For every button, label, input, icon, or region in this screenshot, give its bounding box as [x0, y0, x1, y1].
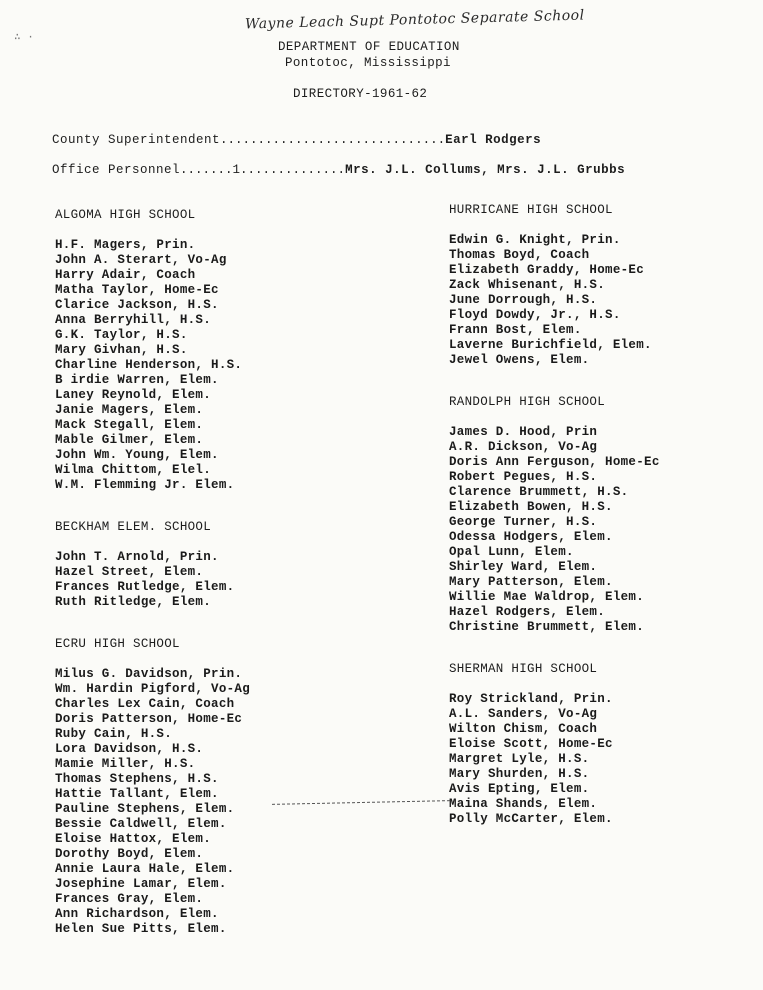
- staff-member: Ruth Ritledge, Elem.: [55, 595, 212, 609]
- staff-member: Wilton Chism, Coach: [449, 722, 598, 736]
- staff-member: June Dorrough, H.S.: [449, 293, 598, 307]
- staff-member: James D. Hood, Prin: [449, 425, 598, 439]
- staff-member: G.K. Taylor, H.S.: [55, 328, 188, 342]
- school-heading: SHERMAN HIGH SCHOOL: [449, 662, 598, 676]
- staff-member: Harry Adair, Coach: [55, 268, 196, 282]
- staff-member: Roy Strickland, Prin.: [449, 692, 613, 706]
- department-heading: DEPARTMENT OF EDUCATION: [278, 40, 460, 54]
- staff-member: H.F. Magers, Prin.: [55, 238, 196, 252]
- staff-member: Dorothy Boyd, Elem.: [55, 847, 204, 861]
- staff-member: Avis Epting, Elem.: [449, 782, 590, 796]
- staff-member: Ann Richardson, Elem.: [55, 907, 219, 921]
- staff-member: Zack Whisenant, H.S.: [449, 278, 606, 292]
- staff-member: Margret Lyle, H.S.: [449, 752, 590, 766]
- staff-member: John Wm. Young, Elem.: [55, 448, 219, 462]
- staff-member: Bessie Caldwell, Elem.: [55, 817, 227, 831]
- school-heading: ALGOMA HIGH SCHOOL: [55, 208, 196, 222]
- staff-member: Wm. Hardin Pigford, Vo-Ag: [55, 682, 251, 696]
- staff-member: W.M. Flemming Jr. Elem.: [55, 478, 235, 492]
- superintendent-label: County Superintendent: [52, 133, 221, 147]
- staff-list: [55, 238, 250, 493]
- staff-member: Eloise Hattox, Elem.: [55, 832, 212, 846]
- staff-list: [55, 667, 250, 937]
- staff-member: Clarice Jackson, H.S.: [55, 298, 219, 312]
- staff-member: Helen Sue Pitts, Elem.: [55, 922, 227, 936]
- staff-member: John A. Sterart, Vo-Ag: [55, 253, 227, 267]
- staff-member: Thomas Boyd, Coach: [449, 248, 590, 262]
- staff-member: Elizabeth Bowen, H.S.: [449, 500, 613, 514]
- left-column: [55, 208, 250, 964]
- school-heading: HURRICANE HIGH SCHOOL: [449, 203, 613, 217]
- staff-list: [449, 692, 660, 827]
- staff-member: Mable Gilmer, Elem.: [55, 433, 204, 447]
- stray-pen-line: [272, 800, 450, 805]
- staff-member: Mary Shurden, H.S.: [449, 767, 590, 781]
- staff-member: Laney Reynold, Elem.: [55, 388, 212, 402]
- staff-member: Robert Pegues, H.S.: [449, 470, 598, 484]
- location-line: Pontotoc, Mississippi: [285, 56, 451, 70]
- staff-member: Annie Laura Hale, Elem.: [55, 862, 235, 876]
- staff-member: Mack Stegall, Elem.: [55, 418, 204, 432]
- margin-mark: ∴ ·: [14, 32, 34, 44]
- staff-member: Frann Bost, Elem.: [449, 323, 582, 337]
- staff-member: Charles Lex Cain, Coach: [55, 697, 235, 711]
- staff-member: Frances Rutledge, Elem.: [55, 580, 235, 594]
- staff-member: Doris Patterson, Home-Ec: [55, 712, 243, 726]
- office-personnel-row: [52, 163, 625, 177]
- staff-member: Matha Taylor, Home-Ec: [55, 283, 219, 297]
- staff-member: George Turner, H.S.: [449, 515, 598, 529]
- school-heading: BECKHAM ELEM. SCHOOL: [55, 520, 212, 534]
- superintendent-row: [52, 133, 541, 147]
- staff-member: Mary Patterson, Elem.: [449, 575, 613, 589]
- staff-member: Floyd Dowdy, Jr., H.S.: [449, 308, 621, 322]
- staff-member: Thomas Stephens, H.S.: [55, 772, 219, 786]
- staff-member: Doris Ann Ferguson, Home-Ec: [449, 455, 660, 469]
- staff-member: Josephine Lamar, Elem.: [55, 877, 227, 891]
- right-column: [449, 203, 660, 854]
- staff-member: Shirley Ward, Elem.: [449, 560, 598, 574]
- staff-member: Eloise Scott, Home-Ec: [449, 737, 613, 751]
- staff-member: Hattie Tallant, Elem.: [55, 787, 219, 801]
- superintendent-name: Earl Rodgers: [445, 133, 542, 147]
- staff-member: B irdie Warren, Elem.: [55, 373, 219, 387]
- staff-member: Maina Shands, Elem.: [449, 797, 598, 811]
- office-personnel-label: Office Personnel: [52, 163, 181, 177]
- staff-member: Opal Lunn, Elem.: [449, 545, 574, 559]
- leader-dots: ..............................: [220, 133, 446, 147]
- staff-member: A.L. Sanders, Vo-Ag: [449, 707, 598, 721]
- staff-member: John T. Arnold, Prin.: [55, 550, 219, 564]
- school-heading: RANDOLPH HIGH SCHOOL: [449, 395, 606, 409]
- staff-member: Hazel Rodgers, Elem.: [449, 605, 606, 619]
- staff-member: Mamie Miller, H.S.: [55, 757, 196, 771]
- staff-member: Milus G. Davidson, Prin.: [55, 667, 243, 681]
- staff-member: Anna Berryhill, H.S.: [55, 313, 212, 327]
- staff-member: Clarence Brummett, H.S.: [449, 485, 629, 499]
- staff-member: Laverne Burichfield, Elem.: [449, 338, 652, 352]
- staff-member: Lora Davidson, H.S.: [55, 742, 204, 756]
- staff-member: Polly McCarter, Elem.: [449, 812, 613, 826]
- staff-member: A.R. Dickson, Vo-Ag: [449, 440, 598, 454]
- staff-member: Janie Magers, Elem.: [55, 403, 204, 417]
- staff-member: Frances Gray, Elem.: [55, 892, 204, 906]
- staff-member: Jewel Owens, Elem.: [449, 353, 590, 367]
- staff-member: Willie Mae Waldrop, Elem.: [449, 590, 645, 604]
- directory-title: DIRECTORY-1961-62: [293, 87, 428, 101]
- handwritten-note: Wayne Leach Supt Pontotoc Separate School: [244, 7, 585, 33]
- staff-member: Charline Henderson, H.S.: [55, 358, 243, 372]
- staff-member: Elizabeth Graddy, Home-Ec: [449, 263, 645, 277]
- staff-list: [449, 233, 660, 368]
- staff-member: Wilma Chittom, Elel.: [55, 463, 212, 477]
- staff-member: Christine Brummett, Elem.: [449, 620, 645, 634]
- office-personnel-names: Mrs. J.L. Collums, Mrs. J.L. Grubbs: [345, 163, 626, 177]
- school-heading: ECRU HIGH SCHOOL: [55, 637, 180, 651]
- staff-member: Edwin G. Knight, Prin.: [449, 233, 621, 247]
- staff-member: Hazel Street, Elem.: [55, 565, 204, 579]
- staff-member: Ruby Cain, H.S.: [55, 727, 173, 741]
- staff-member: Pauline Stephens, Elem.: [55, 802, 235, 816]
- leader-dots: .......1..............: [180, 163, 346, 177]
- staff-list: [55, 550, 250, 610]
- staff-member: Odessa Hodgers, Elem.: [449, 530, 613, 544]
- staff-list: [449, 425, 660, 635]
- staff-member: Mary Givhan, H.S.: [55, 343, 188, 357]
